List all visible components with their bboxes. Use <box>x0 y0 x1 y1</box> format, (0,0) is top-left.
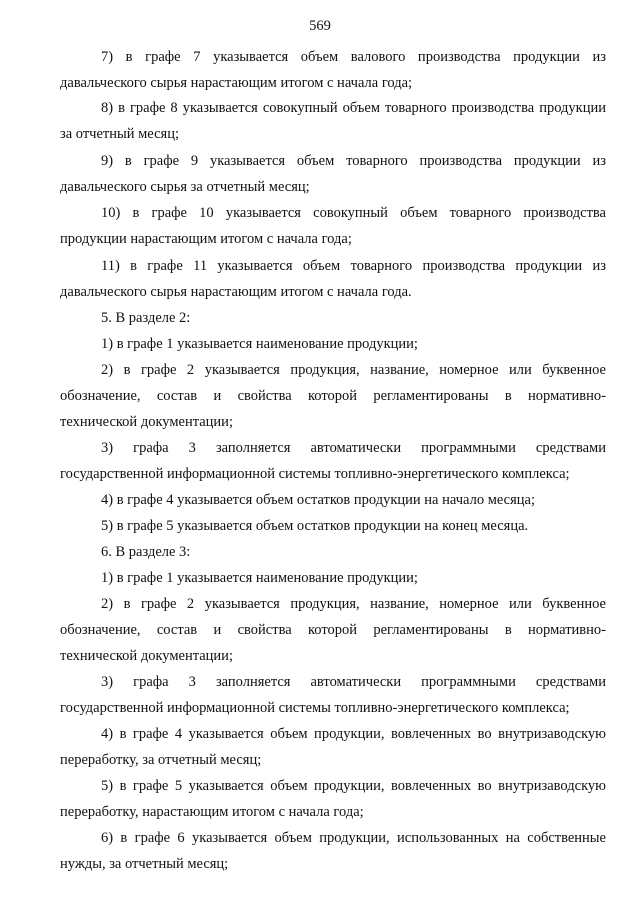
paragraph-line: 6) в графе 6 указывается объем продукции, использованных на собственные <box>101 830 606 846</box>
paragraph <box>60 148 606 200</box>
section-heading <box>60 305 606 331</box>
paragraph <box>60 357 606 435</box>
paragraph-line: 11) в графе 11 указывается объем товарного производства продукции из <box>101 258 606 274</box>
paragraph <box>60 773 606 825</box>
paragraph-line: переработку, за отчетный месяц; <box>60 752 262 768</box>
paragraph-line: давальческого сырья нарастающим итогом с начала года; <box>60 75 413 91</box>
paragraph-line: 5) в графе 5 указывается объем остатков продукции на конец месяца. <box>101 518 529 534</box>
paragraph-line: 7) в графе 7 указывается объем валового производства продукции из <box>101 49 606 65</box>
paragraph-line: 1) в графе 1 указывается наименование продукции; <box>101 336 418 352</box>
paragraph-line: давальческого сырья за отчетный месяц; <box>60 179 310 195</box>
paragraph-line: 2) в графе 2 указывается продукция, название, номерное или буквенное <box>101 596 606 612</box>
paragraph <box>60 487 606 513</box>
paragraph-line: 9) в графе 9 указывается объем товарного производства продукции из <box>101 153 606 169</box>
paragraph-line: продукции нарастающим итогом с начала года; <box>60 231 352 247</box>
paragraph-line: 1) в графе 1 указывается наименование продукции; <box>101 570 418 586</box>
paragraph <box>60 200 606 252</box>
paragraph <box>60 253 606 305</box>
paragraph-line: государственной информационной системы топливно-энергетического комплекса; <box>60 700 570 716</box>
paragraph <box>60 669 606 721</box>
paragraph-line: 4) в графе 4 указывается объем остатков продукции на начало месяца; <box>101 492 536 508</box>
paragraph <box>60 513 606 539</box>
paragraph-line: переработку, нарастающим итогом с начала года; <box>60 804 364 820</box>
paragraph-line: технической документации; <box>60 414 233 430</box>
paragraph-line: 8) в графе 8 указывается совокупный объем товарного производства продукции <box>101 100 606 116</box>
paragraph <box>60 825 606 877</box>
paragraph <box>60 435 606 487</box>
paragraph <box>60 331 606 357</box>
paragraph-line: технической документации; <box>60 648 233 664</box>
paragraph-line: государственной информационной системы топливно-энергетического комплекса; <box>60 466 570 482</box>
paragraph-line: обозначение, состав и свойства которой регламентированы в нормативно- <box>60 622 606 638</box>
paragraph-line: нужды, за отчетный месяц; <box>60 856 229 872</box>
section-heading <box>60 539 606 565</box>
paragraph-line: 6. В разделе 3: <box>101 544 191 560</box>
paragraph-line: 5. В разделе 2: <box>101 310 191 326</box>
paragraph-line: давальческого сырья нарастающим итогом с начала года. <box>60 284 412 300</box>
paragraph <box>60 721 606 773</box>
paragraph-line: обозначение, состав и свойства которой регламентированы в нормативно- <box>60 388 606 404</box>
paragraph-line: 5) в графе 5 указывается объем продукции, вовлеченных во внутризаводскую <box>101 778 606 794</box>
paragraph <box>60 565 606 591</box>
page-number: 569 <box>309 18 331 34</box>
paragraph <box>60 95 606 147</box>
paragraph <box>60 44 606 96</box>
paragraph-line: 3) графа 3 заполняется автоматически программными средствами <box>101 674 606 690</box>
paragraph-line: за отчетный месяц; <box>60 126 180 142</box>
paragraph-line: 2) в графе 2 указывается продукция, название, номерное или буквенное <box>101 362 606 378</box>
paragraph-line: 10) в графе 10 указывается совокупный объем товарного производства <box>101 205 606 221</box>
paragraph <box>60 591 606 669</box>
paragraph-line: 3) графа 3 заполняется автоматически программными средствами <box>101 440 606 456</box>
paragraph-line: 4) в графе 4 указывается объем продукции, вовлеченных во внутризаводскую <box>101 726 606 742</box>
